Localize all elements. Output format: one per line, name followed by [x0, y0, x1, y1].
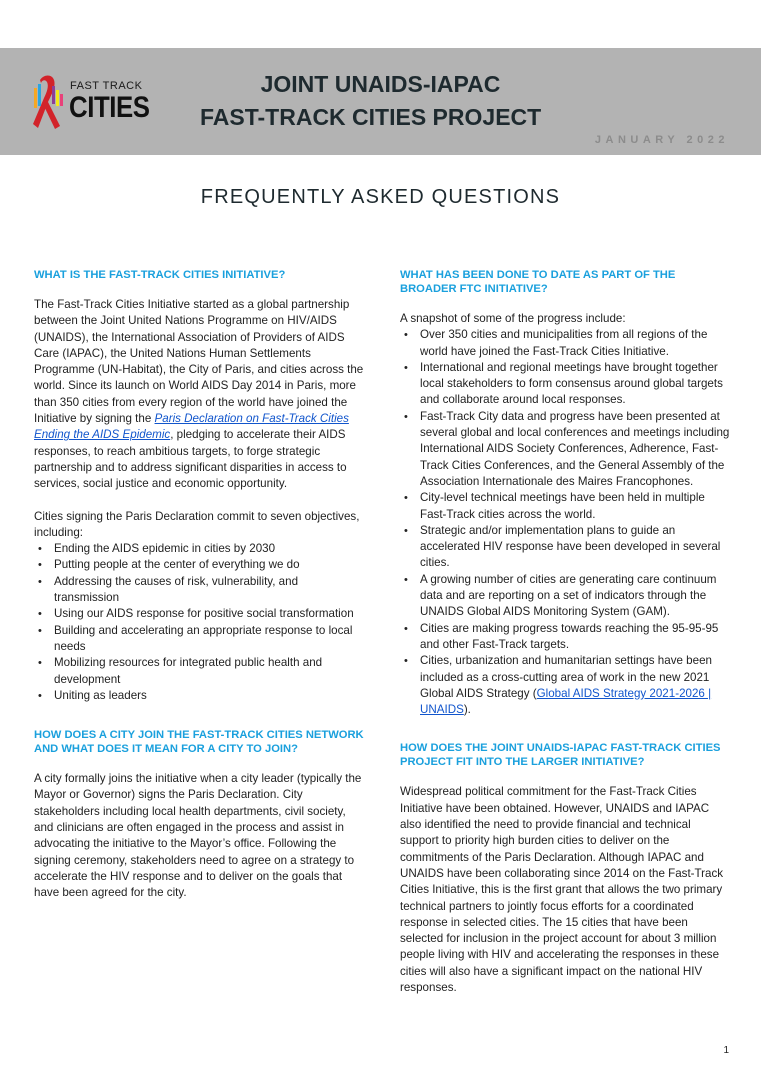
answer-text: , pledging to accelerate their AIDS responses, to reach ambitious targets, to forge strategic partnership and to address significant disparities in access to services, social justice and economic opportunity. [34, 428, 347, 491]
logo-cities-text: CITIES [69, 91, 150, 124]
list-item: • A growing number of cities are generating care continuum data and are reporting on a set of indicators through the UNAIDS Global AIDS Monitoring System (GAM). [400, 572, 732, 621]
document-title-line1: JOINT UNAIDS-IAPAC [260, 71, 501, 97]
list-item: • Over 350 cities and municipalities from all regions of the world have joined the Fast-Track Cities Initiative. [400, 327, 732, 360]
list-item-text: ). [463, 703, 471, 717]
question-how-city-joins: HOW DOES A CITY JOIN THE FAST-TRACK CITIES NETWORK AND WHAT DOES IT MEAN FOR A CITY TO JOIN? [34, 729, 364, 756]
list-item: • City-level technical meetings have been held in multiple Fast-Track cities across the world. [400, 490, 732, 523]
list-item: • Fast-Track City data and progress have been presented at several global and local conferences and meetings including International AIDS Society Conferences, Adherence, Fast-Track Cities Conferences, and the General Assembly of the Association Internationale des Maires Francophones. [400, 409, 732, 490]
global-aids-strategy-link[interactable]: Global AIDS Strategy 2021-2026 | UNAIDS [420, 686, 712, 717]
paris-declaration-link[interactable]: Paris Declaration on Fast-Track Cities Ending the AIDS Epidemic [34, 412, 349, 442]
list-item: • Mobilizing resources for integrated public health and development [34, 655, 366, 688]
objectives-intro: Cities signing the Paris Declaration commit to seven objectives, including: [34, 509, 360, 539]
objectives-list [34, 541, 366, 704]
question-done-to-date: WHAT HAS BEEN DONE TO DATE AS PART OF THE BROADER FTC INITIATIVE? [400, 269, 676, 295]
question-what-is-initiative: WHAT IS THE FAST-TRACK CITIES INITIATIVE? [34, 269, 286, 281]
list-item: • International and regional meetings have brought together local stakeholders to form consensus around global targets and collaborate around local responses. [400, 360, 732, 409]
question-project-fit: HOW DOES THE JOINT UNAIDS-IAPAC FAST-TRACK CITIES PROJECT FIT INTO THE LARGER INITIATIVE? [400, 742, 721, 769]
list-item-text: Cities, urbanization and humanitarian settings have been included as a cross-cutting area of work in the new 2021 Global AIDS Strategy ( [420, 654, 712, 700]
list-item: • Ending the AIDS epidemic in cities by 2030 [34, 541, 366, 557]
answer-text: The Fast-Track Cities Initiative started as a global partnership between the Joint United Nations Programme on HIV/AIDS (UNAIDS), the International Association of Providers of AIDS Care (IAPAC), the United Nations Human Settlements Programme (UN-Habitat), the City of Paris, and cities across the world. Since its launch on World AIDS Day 2014 in Paris, more than 350 cities from every region of the world have joined the Initiative by signing the [34, 298, 364, 426]
list-item: • Putting people at the center of everything we do [34, 557, 366, 573]
progress-intro: A snapshot of some of the progress include: [400, 312, 626, 325]
right-column [400, 268, 732, 996]
list-item: • Uniting as leaders [34, 688, 366, 704]
list-item [400, 653, 732, 718]
page-number: 1 [723, 1045, 729, 1056]
answer-project-fit: Widespread political commitment for the Fast-Track Cities Initiative have been obtained. However, UNAIDS and IAPAC also identified the need to provide financial and technical support to priority high burden cities to deliver on the commitments of the Paris Declaration. Although IAPAC and UNAIDS have been collaborating since 2014 on the Fast-Track Cities Initiative, this is the first grant that allows the two primary technical partners to jointly focus efforts for a coordinated response in selected cities. The 15 cities that have been selected for inclusion in the project account for about 3 million people living with HIV and accelerating the responses in these cities will also have a significant impact on the national HIV responses. [400, 785, 724, 994]
list-item: • Building and accelerating an appropriate response to local needs [34, 623, 366, 656]
logo-fast-track-text: FAST TRACK [70, 80, 143, 92]
answer-how-city-joins: A city formally joins the initiative when a city leader (typically the Mayor or Governor) signs the Paris Declaration. City stakeholders including local health departments, civil society, and clinicians are often engaged in the process and assist in advocating the initiative to the Mayor’s office. Following the signing ceremony, stakeholders need to agree on a strategy to accelerate the HIV response and to deliver on the goals that have been agreed for the city. [34, 772, 362, 900]
list-item: • Addressing the causes of risk, vulnerability, and transmission [34, 574, 366, 607]
faq-heading: FREQUENTLY ASKED QUESTIONS [200, 186, 561, 208]
header-banner [0, 48, 761, 155]
document-date: JANUARY 2022 [594, 134, 729, 146]
list-item: • Using our AIDS response for positive social transformation [34, 606, 366, 622]
document-title-line2: FAST-TRACK CITIES PROJECT [200, 104, 542, 130]
list-item: • Cities are making progress towards reaching the 95-95-95 and other Fast-Track targets. [400, 621, 732, 654]
list-item: • Strategic and/or implementation plans to guide an accelerated HIV response have been developed in several cities. [400, 523, 732, 572]
answer-what-is-initiative [34, 297, 366, 493]
left-column [34, 268, 366, 902]
progress-list [400, 327, 732, 718]
